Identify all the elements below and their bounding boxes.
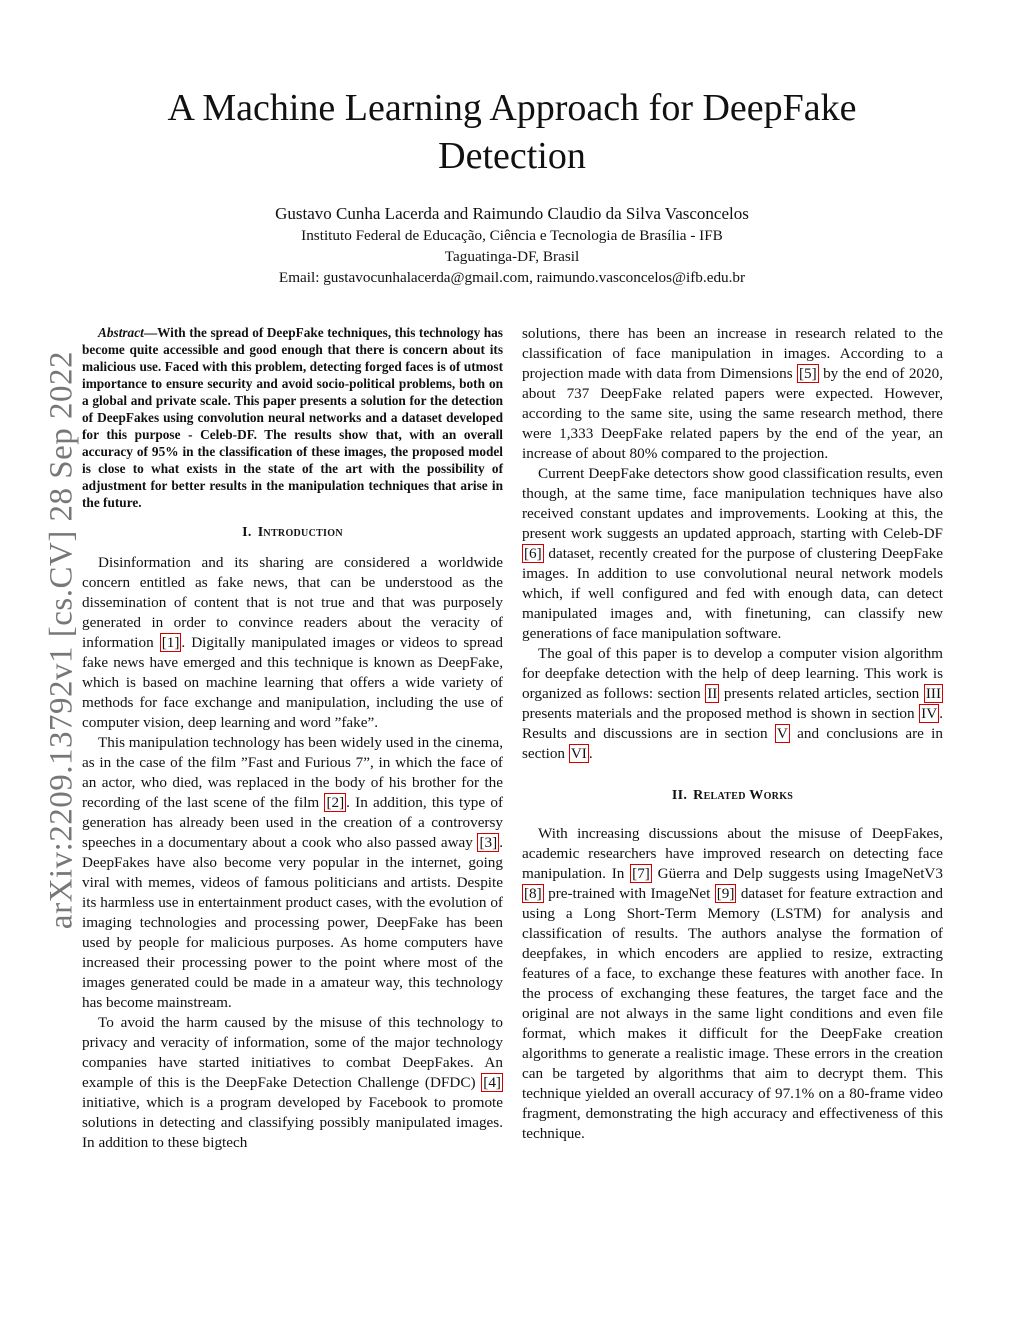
text-run: presents materials and the proposed method is shown in section <box>522 705 920 722</box>
text-run: . Digitally manipulated images or videos to spread fake news have emerged and this technique is known as DeepFake, which is based on machine learning that offers a wide variety of methods for face exchange and manipulation, including the use of computer vision, deep learning and word ”fake”. <box>82 634 504 731</box>
text-run: To avoid the harm caused by the misuse of this technology to privacy and veracity of information, some of the major technology companies have started initiatives to combat DeepFakes. An example of this is the DeepFake Detection Challenge (DFDC) <box>82 1014 503 1091</box>
text-run: and conclusions are in section <box>522 725 943 762</box>
text-run: initiative, which is a program developed by Facebook to promote solutions in detecting and classifying possibly manipulated images. In addition to these bigtech <box>82 1094 503 1151</box>
author-block <box>0 203 1024 288</box>
citation-link[interactable]: [4] <box>483 1074 501 1091</box>
citation-link[interactable]: [3] <box>479 834 498 851</box>
text-run: . DeepFakes have also become very popular in the internet, going viral with memes, videos of famous politicians and artists. Despite its harmless use in entertainment product cases, with the evolution of imaging technologies and processing power, DeepFake has been used by people for malicious purposes. As home computers have increased their processing power to the point where most of the images generated could be made in a amateur way, this technology has become mainstream. <box>82 834 503 1011</box>
text-run: With increasing discussions about the misuse of DeepFakes, academic researchers have improved research on detecting face manipulation. In <box>522 825 943 882</box>
section-title: Introduction <box>257 525 343 540</box>
text-run: dataset, recently created for the purpose of clustering DeepFake images. In addition to use convolutional neural network models which, if well configured and fed with enough data, can detect manipulated images and, with finetuning, can classify new generations of face manipulation software. <box>522 545 943 642</box>
section-heading-introduction <box>82 523 503 543</box>
paragraph <box>522 464 943 644</box>
right-column <box>522 324 943 1144</box>
text-run: . In addition, this type of generation has already been used in the creation of a controversy speeches in a documentary about a cook who also passed away <box>82 794 504 851</box>
text-run: by the end of 2020, about 737 DeepFake related papers were expected. However, according to the same site, using the same research method, there were 1,333 DeepFake related papers by the end of the year, an increase of about 80% compared to the projection. <box>522 365 944 462</box>
text-run: pre-trained with ImageNet <box>543 885 715 902</box>
section-link[interactable]: V <box>776 725 788 742</box>
text-run: Disinformation and its sharing are considered a worldwide concern entitled as fake news, that can be understood as the dissemination of content that is not true and that was purposely generated in order to convince readers about the veracity of information <box>82 554 503 651</box>
paragraph <box>522 644 943 764</box>
paper-title <box>0 84 1024 180</box>
text-run: presents related articles, section <box>719 685 924 702</box>
section-link[interactable]: IV <box>921 705 938 722</box>
citation-link[interactable]: [7] <box>632 865 650 882</box>
abstract <box>82 324 503 511</box>
abstract-text: —With the spread of DeepFake techniques, this technology has become quite accessible and good enough that there is concern about its malicious use. Faced with this problem, detecting forged faces is of utmost importance to ensure security and avoid socio-political problems, both on a global and private scale. This paper presents a solution for the detection of DeepFakes using convolution neural networks and a dataset developed for this purpose - Celeb-DF. The results show that, with an overall accuracy of 95% in the classification of these images, the proposed model is close to what exists in the state of the art with the possibility of adjustment for better results in the manipulation techniques that arise in the future. <box>82 325 503 510</box>
paragraph <box>522 324 943 464</box>
paragraph <box>82 1013 503 1153</box>
paragraph <box>82 733 503 1013</box>
section-heading-related-works <box>522 786 943 806</box>
text-run: This manipulation technology has been widely used in the cinema, as in the case of the film ”Fast and Furious 7”, in which the face of an actor, who died, was replaced in the body of his brother for the recording of the last scene of the film <box>82 734 503 811</box>
citation-link[interactable]: [6] <box>524 545 542 562</box>
citation-link[interactable]: [1] <box>161 634 180 651</box>
title-line-1: A Machine Learning Approach for DeepFake <box>167 87 857 129</box>
section-number: I. <box>242 525 252 540</box>
citation-link[interactable]: [2] <box>326 794 345 811</box>
text-run: . Results and discussions are in section <box>522 705 943 742</box>
text-run: solutions, there has been an increase in research related to the classification of face manipulation in images. According to a projection made with data from Dimensions <box>522 325 943 382</box>
author-location: Taguatinga-DF, Brasil <box>444 248 580 265</box>
author-email: Email: gustavocunhalacerda@gmail.com, raimundo.vasconcelos@ifb.edu.br <box>278 269 746 286</box>
text-run: . <box>588 745 593 762</box>
section-number: II. <box>671 788 688 803</box>
abstract-label: Abstract <box>98 325 144 340</box>
text-run: Current DeepFake detectors show good classification results, even though, at the same time, face manipulation techniques have also received constant updates and improvements. Looking at this, the present work suggests an updated approach, starting with Celeb-DF <box>522 465 943 542</box>
section-link[interactable]: VI <box>570 745 587 762</box>
title-line-2: Detection <box>438 135 586 177</box>
author-institution: Instituto Federal de Educação, Ciência e Tecnologia de Brasília - IFB <box>301 227 723 244</box>
text-run: The goal of this paper is to develop a computer vision algorithm for deepfake detection with the help of deep learning. This work is organized as follows: section <box>522 645 943 702</box>
left-column <box>82 324 503 1153</box>
citation-link[interactable]: [9] <box>716 885 735 902</box>
section-link[interactable]: III <box>925 685 942 702</box>
text-run: dataset for feature extraction and using a Long Short-Term Memory (LSTM) for analysis and classification of results. The authors analyse the formation of deepfakes, in which encoders are applied to resize, extracting features of a face, to exchange these features with another face. In the process of exchanging these features, the target face and the original are not always in the same light conditions and even file format, which makes it difficult for the DeepFake creation algorithms to generate a realistic image. These errors in the creation can be targeted by algorithms that aim to decrypt them. This technique yielded an overall accuracy of 97.1% on a 80-frame video fragment, demonstrating the high accuracy and effectiveness of this technique. <box>522 885 943 1142</box>
section-title: Related Works <box>693 788 794 803</box>
paragraph <box>522 824 943 1144</box>
arxiv-identifier: arXiv:2209.13792v1 [cs.CV] 28 Sep 2022 <box>43 350 80 930</box>
author-names: Gustavo Cunha Lacerda and Raimundo Claudio da Silva Vasconcelos <box>275 204 749 223</box>
citation-link[interactable]: [8] <box>524 885 542 902</box>
citation-link[interactable]: [5] <box>799 365 817 382</box>
section-link[interactable]: II <box>707 685 718 702</box>
text-run: Güerra and Delp suggests using ImageNetV3 <box>651 865 943 882</box>
paragraph <box>82 553 503 733</box>
